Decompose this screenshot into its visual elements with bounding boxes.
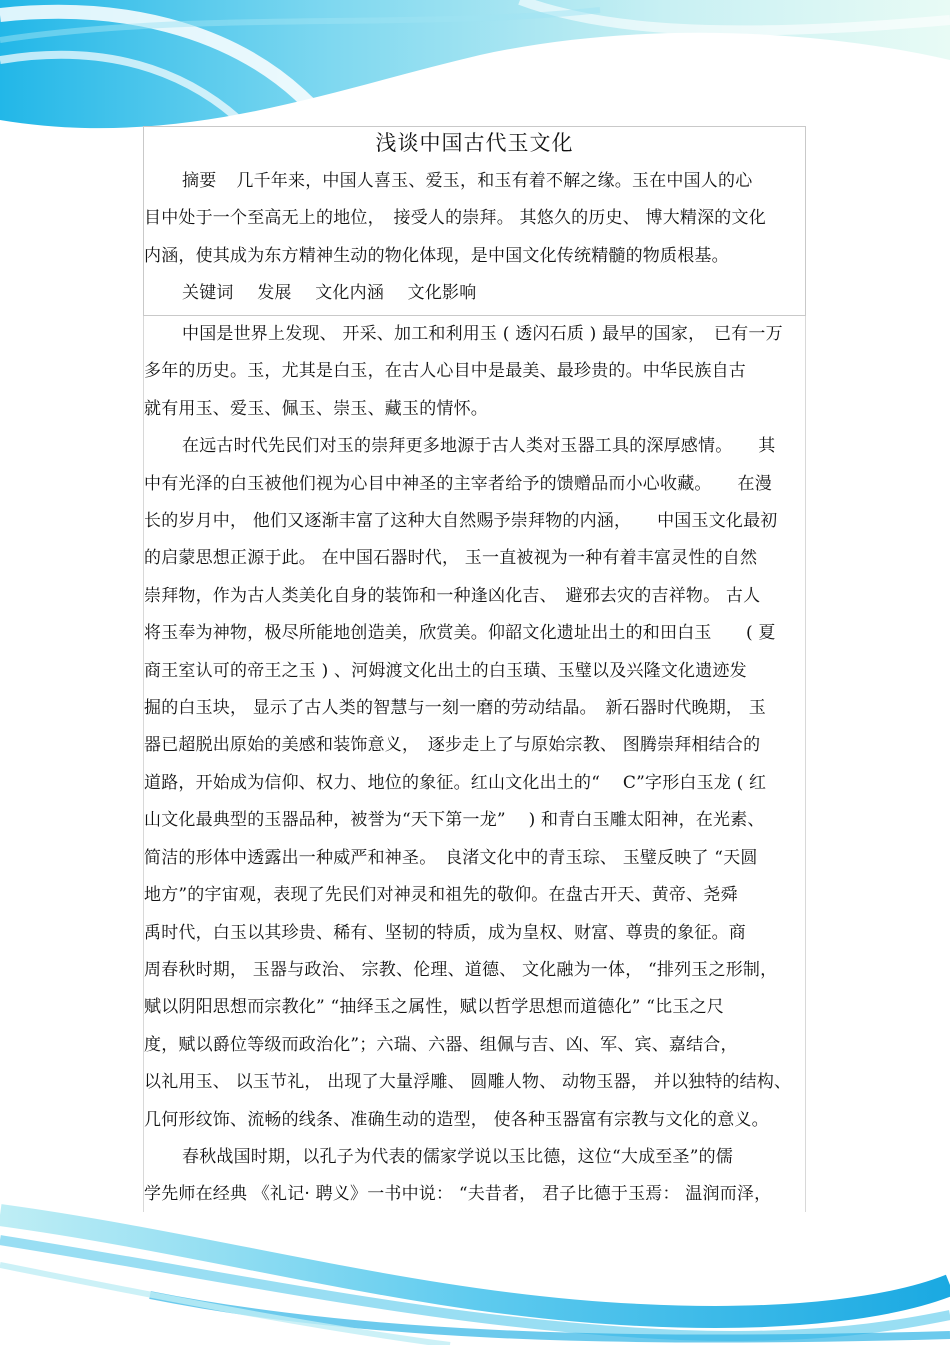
body-line: 多年的历史。玉，尤其是白玉，在古人心目中是最美、最珍贵的。中华民族自古 xyxy=(144,361,746,382)
body-line: 山文化最典型的玉器品种，被誉为“天下第一龙” ) 和青白玉雕太阳神，在光素、 xyxy=(144,810,765,831)
body-line: 道路，开始成为信仰、权力、地位的象征。红山文化出土的“ C”字形白玉龙 ( 红 xyxy=(144,772,767,793)
body-line: 春秋战国时期，以孔子为代表的儒家学说以玉比德，这位“大成至圣”的儒 xyxy=(182,1146,733,1167)
body-line: 商王室认可的帝王之玉 ) 、河姆渡文化出土的白玉璜、玉璧以及兴隆文化遗迹发 xyxy=(144,660,747,681)
keywords-label: 关键词 xyxy=(182,283,234,304)
body-line: 的启蒙思想正源于此。 在中国石器时代， 玉一直被视为一种有着丰富灵性的自然 xyxy=(144,548,758,569)
body-line: 中国是世界上发现、 开采、加工和利用玉 ( 透闪石质 ) 最早的国家， 已有一万 xyxy=(182,324,783,344)
body-line: 以礼用玉、 以玉节礼， 出现了大量浮雕、 圆雕人物、 动物玉器， 并以独特的结构、 xyxy=(144,1072,792,1093)
document-title: 浅谈中国古代玉文化 xyxy=(375,131,574,155)
body-line: 禹时代，白玉以其珍贵、稀有、坚韧的特质，成为皇权、财富、尊贵的象征。商 xyxy=(144,922,746,943)
keyword: 发展 xyxy=(257,283,292,304)
document-page xyxy=(143,126,806,1212)
abstract-label: 摘要 xyxy=(182,171,217,191)
abstract-line xyxy=(144,163,805,200)
keyword: 文化影响 xyxy=(407,283,477,304)
keyword: 文化内涵 xyxy=(315,283,385,304)
body-line: 器已超脱出原始的美感和装饰意义， 逐步走上了与原始宗教、 图腾崇拜相结合的 xyxy=(144,735,761,756)
body-line: 在远古时代先民们对玉的崇拜更多地源于古人类对玉器工具的深厚感情。 其 xyxy=(182,436,776,457)
body-line: 崇拜物，作为古人类美化自身的装饰和一种逢凶化吉、 避邪去灾的吉祥物。 古人 xyxy=(144,585,761,606)
body-line: 将玉奉为神物，极尽所能地创造美，欣赏美。仰韶文化遗址出土的和田白玉 ( 夏 xyxy=(144,623,776,644)
keywords-line xyxy=(144,275,805,312)
body-line: 度，赋以爵位等级而政治化”；六瑞、六器、组佩与吉、凶、军、宾、嘉结合， xyxy=(144,1034,738,1055)
body-line: 中有光泽的白玉被他们视为心目中神圣的主宰者给予的馈赠品而小心收藏。 在漫 xyxy=(144,473,772,494)
body-line: 掘的白玉块， 显示了古人类的智慧与一刻一磨的劳动结晶。 新石器时代晚期， 玉 xyxy=(144,698,766,719)
body-line: 长的岁月中， 他们又逐渐丰富了这种大自然赐予崇拜物的内涵， 中国玉文化最初 xyxy=(144,511,778,532)
body-line: 地方”的宇宙观，表现了先民们对神灵和祖先的敬仰。在盘古开天、黄帝、尧舜 xyxy=(144,885,738,906)
abstract-line: 目中处于一个至高无上的地位， 接受人的崇拜。 其悠久的历史、 博大精深的文化 xyxy=(144,208,766,229)
body-line: 学先师在经典 《礼记· 聘义》一书中说： “夫昔者， 君子比德于玉焉： 温润而泽， xyxy=(144,1184,772,1205)
abstract-line: 内涵，使其成为东方精神生动的物化体现，是中国文化传统精髓的物质根基。 xyxy=(144,245,729,266)
body-line: 几何形纹饰、流畅的线条、准确生动的造型， 使各种玉器富有宗教与文化的意义。 xyxy=(144,1109,769,1130)
abstract-text: 几千年来，中国人喜玉、爱玉，和玉有着不解之缘。玉在中国人的心 xyxy=(236,171,753,191)
body-text xyxy=(143,316,806,1212)
body-line: 简洁的形体中透露出一种威严和神圣。 良渚文化中的青玉琮、 玉璧反映了 “天圆 xyxy=(144,847,758,868)
abstract-section xyxy=(143,126,806,316)
body-line: 赋以阴阳思想而宗教化” “抽绎玉之属性，赋以哲学思想而道德化” “比玉之尺 xyxy=(144,997,724,1018)
body-line: 就有用玉、爱玉、佩玉、崇玉、藏玉的情怀。 xyxy=(144,398,488,419)
body-line: 周春秋时期， 玉器与政治、 宗教、伦理、道德、 文化融为一体， “排列玉之形制， xyxy=(144,959,778,980)
